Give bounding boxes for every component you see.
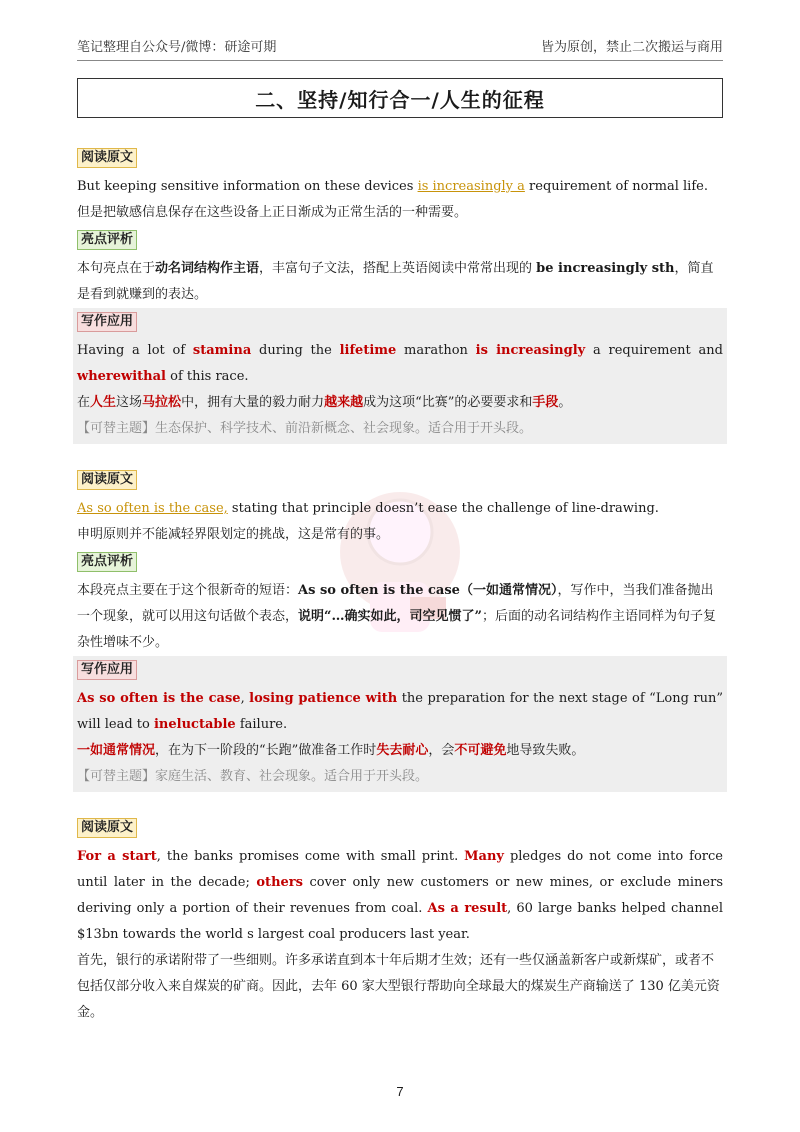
- writing-english-sentence: Having a lot of stamina during the lifetime marathon is increasingly a requirement and wherewithal of this race.: [77, 343, 723, 384]
- writing-chinese-sentence: 在人生这场马拉松中，拥有大量的毅力耐力越来越成为这项“比赛”的必要要求和手段。: [77, 395, 572, 410]
- read-chinese-paragraph: 申明原则并不能减轻界限划定的挑战，这是常有的事。: [77, 527, 390, 542]
- header-right: 皆为原创，禁止二次搬运与商用: [540, 40, 723, 55]
- section-title-box: [77, 78, 723, 118]
- writing-english-sentence: As so often is the case, losing patience with the preparation for the next stage of “Long run” will lead to ineluctable failure.: [77, 691, 723, 732]
- highlight-analysis-tag: 亮点评析: [77, 552, 137, 572]
- alternative-topics: 【可替主题】生态保护、科学技术、前沿新概念、社会现象。适合用于开头段。: [77, 421, 533, 436]
- read-original-tag: 阅读原文: [77, 470, 137, 490]
- read-original-tag: 阅读原文: [77, 818, 137, 838]
- read-english-paragraph: But keeping sensitive information on these devices is increasingly a requirement of normal life.: [77, 179, 708, 194]
- section-1: [77, 148, 723, 444]
- writing-application-block: [73, 308, 727, 444]
- section-3: [77, 818, 723, 1026]
- section-2: [77, 470, 723, 792]
- read-chinese-paragraph: 首先，银行的承诺附带了一些细则。许多承诺直到本十年后期才生效；还有一些仅涵盖新客户或新煤矿，或者不包括仅部分收入来自煤炭的矿商。因此，去年 60 家大型银行帮助向全球最大的煤炭生产商输送了 130 亿美元资金。: [77, 953, 720, 1020]
- highlight-analysis-text: 本段亮点主要在于这个很新奇的短语：As so often is the case（一如通常情况），写作中，当我们准备抛出一个现象，就可以用这句话做个表态，说明“…确实如此，司空见惯了”；后面的动名词结构作主语同样为句子复杂性增味不少。: [77, 583, 716, 650]
- highlight-analysis-tag: 亮点评析: [77, 230, 137, 250]
- read-english-paragraph: As so often is the case, stating that principle doesn’t ease the challenge of line-drawing.: [77, 501, 659, 516]
- alternative-topics: 【可替主题】家庭生活、教育、社会现象。适合用于开头段。: [77, 769, 429, 784]
- header-left: 笔记整理自公众号/微博：研途可期: [77, 40, 277, 55]
- document-body: [77, 148, 723, 1030]
- read-english-paragraph: For a start, the banks promises come with small print. Many pledges do not come into force until later in the decade; others cover only new customers or new mines, or exclude miners deriving only a portion of their revenues from coal. As a result, 60 large banks helped channel $13bn towards the world s largest coal producers last year.: [77, 849, 724, 942]
- page-number: 7: [396, 1084, 404, 1099]
- read-chinese-paragraph: 但是把敏感信息保存在这些设备上正日渐成为正常生活的一种需要。: [77, 205, 468, 220]
- writing-application-tag: 写作应用: [77, 312, 137, 332]
- writing-chinese-sentence: 一如通常情况，在为下一阶段的“长跑”做准备工作时失去耐心，会不可避免地导致失败。: [77, 743, 585, 758]
- writing-application-tag: 写作应用: [77, 660, 137, 680]
- highlight-analysis-text: 本句亮点在于动名词结构作主语，丰富句子文法，搭配上英语阅读中常常出现的 be increasingly sth，简直是看到就赚到的表达。: [77, 261, 714, 302]
- writing-application-block: [73, 656, 727, 792]
- read-original-tag: 阅读原文: [77, 148, 137, 168]
- header-divider: [77, 60, 723, 61]
- section-title: 二、坚持/知行合一/人生的征程: [255, 87, 545, 112]
